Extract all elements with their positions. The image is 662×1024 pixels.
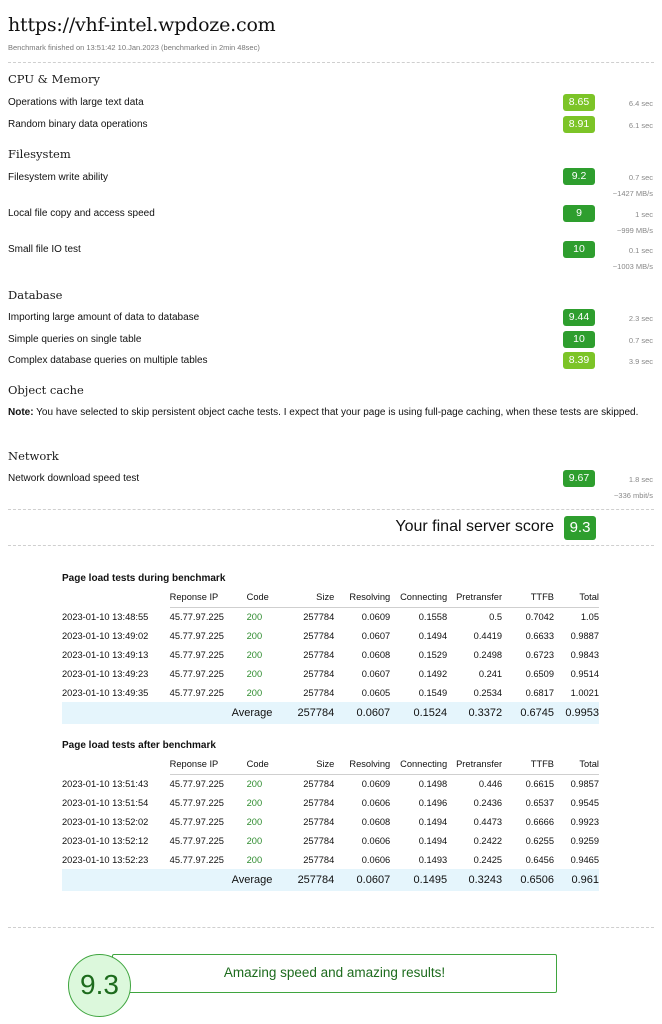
page-title: https://vhf-intel.wpdoze.com [8,14,276,36]
test-label: Network download speed test [8,473,140,484]
cell-timestamp: 2023-01-10 13:52:02 [62,816,149,827]
cell-connecting: 0.1493 [418,854,448,865]
cell-resolving: 0.0606 [361,797,391,808]
object-cache-note [8,404,648,421]
cell-pretransfer: 0.241 [478,668,503,679]
cell-size: 257784 [303,630,335,641]
cell-total: 0.9465 [570,854,599,865]
cell-size: 257784 [303,649,335,660]
cell-total: 0.9857 [570,778,599,789]
cell-timestamp: 2023-01-10 13:49:23 [62,668,149,679]
avg-size: 257784 [272,702,334,724]
cell-connecting: 0.1498 [418,778,448,789]
table-row [62,683,599,702]
cell-size: 257784 [303,778,335,789]
score-badge: 8.91 [563,116,595,133]
cell-total: 0.9887 [570,630,599,641]
cell-total: 0.9514 [570,668,599,679]
cell-ip: 45.77.97.225 [169,854,224,865]
column-header-total: Total [554,588,599,607]
cell-size: 257784 [303,835,335,846]
note-text: You have selected to skip persistent object cache tests. I expect that your page is using full-page caching, when these tests are skipped. [33,407,639,418]
cell-code: 200 [246,854,263,865]
test-rate: ~999 MB/s [616,226,653,235]
cell-total: 0.9843 [570,649,599,660]
avg-resolving: 0.0607 [334,869,390,891]
cell-timestamp: 2023-01-10 13:48:55 [62,611,149,622]
column-header-size: Size [272,755,334,774]
avg-total: 0.9953 [554,702,599,724]
cell-total: 1.05 [580,611,599,622]
cell-ttfb: 0.6615 [525,778,555,789]
divider [8,62,654,63]
avg-pretransfer: 0.3243 [447,869,502,891]
cell-timestamp: 2023-01-10 13:51:43 [62,778,149,789]
table-row [62,812,599,831]
test-label: Operations with large text data [8,97,144,108]
cell-resolving: 0.0605 [361,687,391,698]
test-time: 6.1 sec [628,121,653,130]
cell-resolving: 0.0606 [361,835,391,846]
table-row [62,645,599,664]
test-time: 3.9 sec [628,357,653,366]
cell-size: 257784 [303,687,335,698]
cell-ip: 45.77.97.225 [169,797,224,808]
cell-pretransfer: 0.2498 [473,649,503,660]
cell-ip: 45.77.97.225 [169,835,224,846]
cell-ip: 45.77.97.225 [169,687,224,698]
note-label: Note: [8,407,34,418]
cell-ttfb: 0.6537 [525,797,555,808]
column-header-ttfb: TTFB [502,588,554,607]
test-label: Random binary data operations [8,119,148,130]
result-score-circle: 9.3 [68,954,131,1017]
cell-pretransfer: 0.2436 [473,797,503,808]
section-title-object-cache: Object cache [8,383,84,397]
cell-ttfb: 0.6456 [525,854,555,865]
column-header-resolving: Resolving [334,755,390,774]
column-header-code: Code [232,755,273,774]
cell-ttfb: 0.6723 [525,649,554,660]
test-time: 0.7 sec [628,336,653,345]
test-time: 0.7 sec [628,173,653,182]
column-header-pretransfer: Pretransfer [447,588,502,607]
score-badge: 8.39 [563,352,595,369]
cell-pretransfer: 0.4419 [473,630,503,641]
column-header [62,588,170,607]
cell-connecting: 0.1494 [418,816,448,827]
section-title-cpu: CPU & Memory [8,72,100,86]
result-banner [112,954,557,993]
cell-code: 200 [246,649,263,660]
cell-code: 200 [246,797,263,808]
average-label: Average [232,702,273,724]
table-row [62,626,599,645]
final-score-badge: 9.3 [564,516,596,540]
cell-timestamp: 2023-01-10 13:49:02 [62,630,149,641]
cell-ttfb: 0.6817 [525,687,554,698]
cell-code: 200 [246,778,263,789]
final-score-label: Your final server score [395,518,554,535]
test-label: Simple queries on single table [8,334,142,345]
cell-connecting: 0.1529 [418,649,448,660]
avg-size: 257784 [272,869,334,891]
cell-code: 200 [246,687,263,698]
cell-connecting: 0.1494 [418,835,448,846]
column-header-code: Code [232,588,273,607]
test-time: 0.1 sec [628,246,653,255]
avg-connecting: 0.1495 [390,869,447,891]
table-row [62,664,599,683]
test-label: Filesystem write ability [8,172,109,183]
test-label: Local file copy and access speed [8,208,155,219]
column-header-ip: Reponse IP [170,755,232,774]
avg-resolving: 0.0607 [334,702,390,724]
avg-total: 0.961 [554,869,599,891]
cell-pretransfer: 0.4473 [473,816,503,827]
cell-resolving: 0.0607 [361,668,391,679]
benchmark-info: Benchmark finished on 13:51:42 10.Jan.2023 (benchmarked in 2min 48sec) [8,43,260,52]
table-row [62,831,599,850]
column-header-size: Size [272,588,334,607]
cell-code: 200 [246,816,263,827]
cell-pretransfer: 0.446 [478,778,503,789]
cell-size: 257784 [303,668,335,679]
cell-pretransfer: 0.2422 [473,835,503,846]
cell-total: 0.9259 [570,835,599,846]
table-row [62,793,599,812]
avg-ttfb: 0.6745 [502,702,554,724]
table-row [62,774,599,793]
cell-connecting: 0.1558 [418,611,448,622]
avg-pretransfer: 0.3372 [447,702,502,724]
cell-ttfb: 0.6509 [525,668,554,679]
cell-ip: 45.77.97.225 [169,630,224,641]
avg-connecting: 0.1524 [390,702,447,724]
test-rate: ~1003 MB/s [612,262,653,271]
cell-code: 200 [246,611,263,622]
test-time: 2.3 sec [628,314,653,323]
cell-timestamp: 2023-01-10 13:52:23 [62,854,149,865]
cell-ttfb: 0.6633 [525,630,554,641]
cell-ttfb: 0.6666 [525,816,555,827]
cell-pretransfer: 0.5 [489,611,503,622]
divider [8,545,654,546]
column-header [62,755,170,774]
test-time: 6.4 sec [628,99,653,108]
column-header-resolving: Resolving [334,588,390,607]
cell-ip: 45.77.97.225 [169,778,224,789]
test-rate: ~1427 MB/s [612,189,653,198]
cell-timestamp: 2023-01-10 13:49:13 [62,649,149,660]
page-load-table-during [62,588,599,724]
table-row [62,607,599,626]
score-badge: 9 [563,205,595,222]
column-header-ttfb: TTFB [502,755,554,774]
table-row [62,850,599,869]
column-header-ip: Reponse IP [170,588,232,607]
cell-code: 200 [246,835,263,846]
cell-ttfb: 0.6255 [525,835,555,846]
column-header-connecting: Connecting [390,588,447,607]
table-title-during: Page load tests during benchmark [62,573,226,584]
test-label: Complex database queries on multiple tables [8,355,208,366]
cell-code: 200 [246,668,263,679]
section-title-database: Database [8,288,63,302]
cell-resolving: 0.0608 [361,816,391,827]
cell-size: 257784 [303,854,335,865]
average-row [62,702,599,724]
cell-timestamp: 2023-01-10 13:51:54 [62,797,149,808]
divider [8,509,654,510]
avg-ttfb: 0.6506 [502,869,554,891]
column-header-total: Total [554,755,599,774]
cell-ip: 45.77.97.225 [169,816,224,827]
cell-resolving: 0.0607 [361,630,391,641]
test-time: 1.8 sec [628,475,653,484]
cell-resolving: 0.0608 [361,649,391,660]
cell-timestamp: 2023-01-10 13:49:35 [62,687,149,698]
column-header-connecting: Connecting [390,755,447,774]
cell-pretransfer: 0.2534 [473,687,503,698]
cell-size: 257784 [303,816,335,827]
average-label: Average [232,869,273,891]
cell-resolving: 0.0609 [361,778,391,789]
cell-connecting: 0.1549 [418,687,448,698]
score-badge: 9.67 [563,470,595,487]
cell-resolving: 0.0609 [361,611,391,622]
result-message: Amazing speed and amazing results! [223,965,446,980]
cell-total: 1.0021 [570,687,599,698]
section-title-network: Network [8,449,59,463]
cell-size: 257784 [303,611,335,622]
score-badge: 10 [563,331,595,348]
test-label: Importing large amount of data to database [8,312,200,323]
cell-ip: 45.77.97.225 [169,649,224,660]
cell-connecting: 0.1494 [418,630,448,641]
column-header-pretransfer: Pretransfer [447,755,502,774]
score-badge: 8.65 [563,94,595,111]
score-badge: 9.2 [563,168,595,185]
page-load-table-after [62,755,599,891]
score-badge: 9.44 [563,309,595,326]
test-label: Small file IO test [8,244,81,255]
cell-size: 257784 [303,797,335,808]
cell-connecting: 0.1492 [418,668,448,679]
cell-ttfb: 0.7042 [525,611,554,622]
cell-total: 0.9545 [570,797,599,808]
cell-ip: 45.77.97.225 [169,611,224,622]
cell-connecting: 0.1496 [418,797,448,808]
cell-total: 0.9923 [570,816,599,827]
cell-resolving: 0.0606 [361,854,391,865]
cell-ip: 45.77.97.225 [169,668,224,679]
section-title-filesystem: Filesystem [8,147,71,161]
score-badge: 10 [563,241,595,258]
test-rate: ~336 mbit/s [614,491,653,500]
table-title-after: Page load tests after benchmark [62,740,216,751]
cell-pretransfer: 0.2425 [473,854,503,865]
divider [8,927,654,928]
test-time: 1 sec [635,210,653,219]
cell-timestamp: 2023-01-10 13:52:12 [62,835,149,846]
cell-code: 200 [246,630,263,641]
average-row [62,869,599,891]
